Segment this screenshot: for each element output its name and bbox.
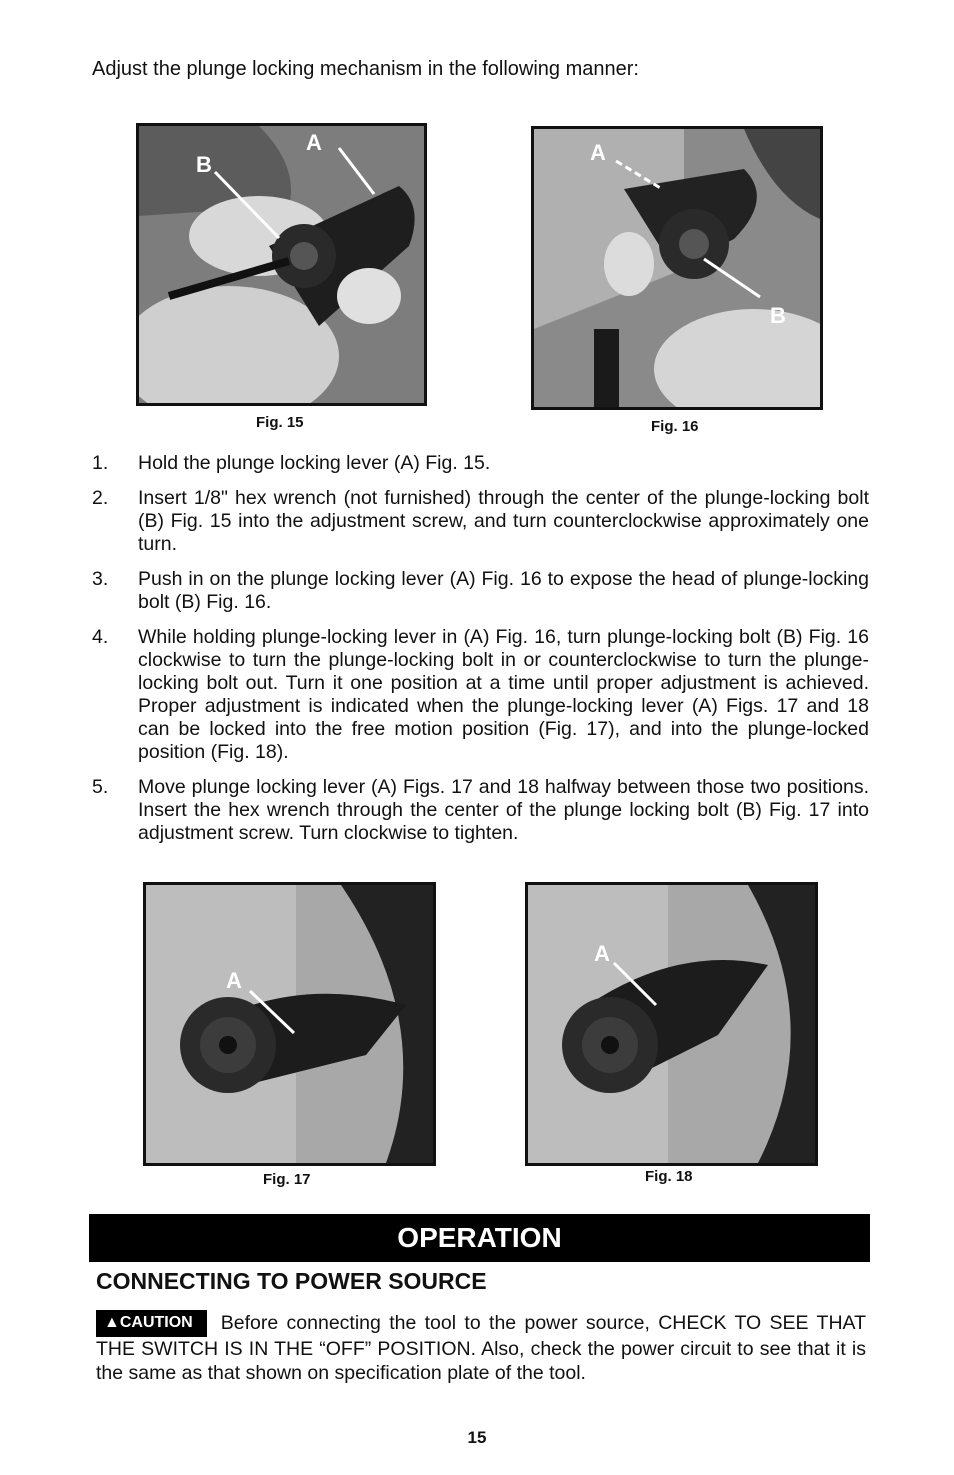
page-number: 15: [467, 1428, 487, 1447]
adjustment-steps: [92, 452, 869, 857]
fig-16-label-a: A: [590, 140, 606, 165]
fig-15-label-a: A: [306, 130, 322, 155]
fig-18-label-a: A: [594, 941, 610, 966]
section-title: OPERATION: [89, 1214, 870, 1262]
intro-text: Adjust the plunge locking mechanism in the following manner:: [92, 58, 639, 80]
fig-16-label-b: B: [770, 303, 786, 328]
fig-18-caption: Fig. 18: [645, 1168, 693, 1185]
subsection-title: CONNECTING TO POWER SOURCE: [96, 1268, 487, 1294]
step-item: 2. Insert 1/8" hex wrench (not furnished) through the center of the plunge-locking bolt (B) Fig. 15 into the adjustment screw, and turn counterclockwise approximately one turn.: [92, 487, 869, 555]
step-item: 4. While holding plunge-locking lever in (A) Fig. 16, turn plunge-locking bolt (B) Fig. 16 clockwise to turn the plunge-locking bolt in or counterclockwise to turn the plunge-locking bolt out. Turn it one position at a time until proper adjustment is achieved. Proper adjustment is indicated when the plunge-locking lever (A) Figs. 17 and 18 can be locked into the free motion position (Fig. 17), and into the plunge-locked position (Fig. 18).: [92, 626, 869, 763]
fig-15-caption: Fig. 15: [256, 414, 304, 431]
caution-badge: ▲CAUTION: [96, 1310, 207, 1337]
fig-17-label-a: A: [226, 968, 242, 993]
fig-15-label-b: B: [196, 152, 212, 177]
fig-18-photo: [525, 882, 818, 1166]
fig-16-photo: [531, 126, 823, 410]
warning-triangle-icon: ▲: [104, 1314, 120, 1331]
step-item: 5. Move plunge locking lever (A) Figs. 17 and 18 halfway between those two positions. Insert the hex wrench through the center of the plunge locking bolt (B) Fig. 17 into adjustment screw. Turn clockwise to tighten.: [92, 776, 869, 844]
fig-17-photo: [143, 882, 436, 1166]
caution-paragraph: [96, 1310, 866, 1385]
fig-15-photo: [136, 123, 427, 406]
fig-16-caption: Fig. 16: [651, 418, 699, 435]
fig-17-caption: Fig. 17: [263, 1171, 311, 1188]
step-item: 3. Push in on the plunge locking lever (A) Fig. 16 to expose the head of plunge-locking bolt (B) Fig. 16.: [92, 568, 869, 613]
caution-text: Before connecting the tool to the power source, CHECK TO SEE THAT THE SWITCH IS IN THE “OFF” POSITION. Also, check the power circuit to see that it is the same as that shown on specification plate of the tool.: [96, 1312, 866, 1384]
step-item: 1. Hold the plunge locking lever (A) Fig. 15.: [92, 452, 491, 474]
